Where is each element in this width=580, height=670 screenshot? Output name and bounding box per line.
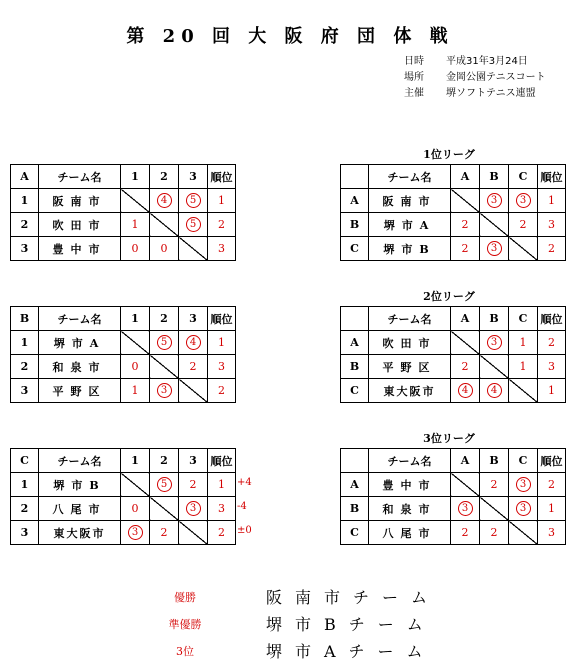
opponent-header: 3 — [179, 449, 208, 473]
opponent-header: C — [509, 449, 538, 473]
score-cell — [451, 497, 480, 521]
rank-value: 3 — [208, 355, 236, 379]
table-header-row — [341, 165, 566, 189]
team-name: 阪南市 — [39, 189, 121, 213]
table-row — [341, 521, 566, 545]
score-cell: 1 — [509, 355, 538, 379]
win-mark: 3 — [487, 241, 502, 256]
info-organizer: 主催 堺ソフトテニス連盟 — [404, 88, 536, 99]
corner-cell — [341, 449, 369, 473]
row-index: 1 — [11, 331, 39, 355]
rank-value: 1 — [208, 331, 236, 355]
table-row — [11, 473, 236, 497]
team-name: 八尾市 — [39, 497, 121, 521]
win-mark: 3 — [516, 477, 531, 492]
diagonal-cell — [179, 237, 208, 261]
score-cell — [480, 331, 509, 355]
group-table-a — [10, 164, 236, 261]
diagonal-cell — [150, 213, 179, 237]
league-table — [340, 164, 566, 261]
rank-value: 1 — [208, 473, 236, 497]
team-name: 八尾市 — [369, 521, 451, 545]
diagonal-cell — [509, 237, 538, 261]
row-index: 1 — [11, 473, 39, 497]
table-header-row — [11, 165, 236, 189]
result-champion: 優勝 阪南市チーム — [174, 588, 441, 607]
table-row — [341, 355, 566, 379]
diagonal-cell — [451, 189, 480, 213]
table-header-row — [11, 449, 236, 473]
diagonal-cell — [150, 497, 179, 521]
row-index: 2 — [11, 213, 39, 237]
score-cell: 2 — [179, 355, 208, 379]
score-cell — [480, 189, 509, 213]
rank-header: 順位 — [208, 307, 236, 331]
rank-value: 2 — [538, 473, 566, 497]
table-row — [341, 379, 566, 403]
opponent-header: A — [451, 449, 480, 473]
score-cell: 0 — [121, 355, 150, 379]
rank-value: 1 — [208, 189, 236, 213]
win-mark: 5 — [186, 193, 201, 208]
diagonal-cell — [150, 355, 179, 379]
group-label: A — [11, 165, 39, 189]
score-cell — [451, 379, 480, 403]
opponent-header: C — [509, 307, 538, 331]
diagonal-cell — [121, 331, 150, 355]
win-mark: 5 — [157, 335, 172, 350]
score-cell — [150, 473, 179, 497]
league-title: 2位リーグ — [423, 290, 475, 303]
score-cell: 1 — [121, 213, 150, 237]
score-cell: 1 — [121, 379, 150, 403]
opponent-header: C — [509, 165, 538, 189]
diagonal-cell — [121, 189, 150, 213]
win-mark: 3 — [186, 501, 201, 516]
team-name: 豊中市 — [369, 473, 451, 497]
league-table — [340, 306, 566, 403]
score-cell — [179, 331, 208, 355]
opponent-header: 2 — [150, 165, 179, 189]
score-cell — [480, 237, 509, 261]
team-header: チーム名 — [39, 449, 121, 473]
table-row — [341, 331, 566, 355]
team-name: 平野区 — [39, 379, 121, 403]
win-mark: 3 — [128, 525, 143, 540]
corner-cell — [341, 307, 369, 331]
score-cell — [179, 189, 208, 213]
team-name: 堺市A — [39, 331, 121, 355]
rank-header: 順位 — [208, 165, 236, 189]
team-name: 阪南市 — [369, 189, 451, 213]
rank-value: 1 — [538, 379, 566, 403]
rank-header: 順位 — [538, 449, 566, 473]
league-table — [340, 448, 566, 545]
diagonal-cell — [451, 473, 480, 497]
table-row — [11, 521, 236, 545]
score-cell — [509, 497, 538, 521]
table-row — [341, 473, 566, 497]
team-header: チーム名 — [39, 165, 121, 189]
row-index: 3 — [11, 379, 39, 403]
rank-value: 3 — [538, 355, 566, 379]
score-cell: 2 — [451, 213, 480, 237]
table-row — [341, 497, 566, 521]
rank-value: 3 — [208, 237, 236, 261]
score-cell: 2 — [480, 521, 509, 545]
row-index: C — [341, 379, 369, 403]
score-cell: 1 — [509, 331, 538, 355]
table-row — [11, 213, 236, 237]
row-index: B — [341, 497, 369, 521]
row-index: B — [341, 213, 369, 237]
diagonal-cell — [509, 379, 538, 403]
opponent-header: 2 — [150, 449, 179, 473]
score-cell — [509, 473, 538, 497]
win-mark: 3 — [487, 335, 502, 350]
row-index: B — [341, 355, 369, 379]
table-header-row — [341, 449, 566, 473]
win-mark: 3 — [487, 193, 502, 208]
page-title: 第 20 回 大 阪 府 団 体 戦 — [126, 26, 454, 47]
diagonal-cell — [451, 331, 480, 355]
team-header: チーム名 — [369, 449, 451, 473]
group-label: B — [11, 307, 39, 331]
score-cell — [179, 497, 208, 521]
win-mark: 4 — [186, 335, 201, 350]
score-cell — [150, 331, 179, 355]
team-name: 豊中市 — [39, 237, 121, 261]
group-table-b — [10, 306, 236, 403]
table-row — [341, 213, 566, 237]
diagonal-cell — [509, 521, 538, 545]
win-mark: 5 — [157, 477, 172, 492]
group-label: C — [11, 449, 39, 473]
rank-value: 2 — [538, 331, 566, 355]
score-cell: 0 — [121, 497, 150, 521]
rank-value: 2 — [208, 521, 236, 545]
team-name: 和泉市 — [369, 497, 451, 521]
row-index: 3 — [11, 237, 39, 261]
table-row — [11, 497, 236, 521]
score-cell — [121, 521, 150, 545]
league-title: 1位リーグ — [423, 148, 475, 161]
rank-header: 順位 — [208, 449, 236, 473]
team-name: 東大阪市 — [39, 521, 121, 545]
rank-value: 2 — [208, 213, 236, 237]
opponent-header: B — [480, 307, 509, 331]
opponent-header: 3 — [179, 307, 208, 331]
event-info — [404, 54, 546, 102]
table-row — [341, 237, 566, 261]
table-row — [11, 355, 236, 379]
opponent-header: 1 — [121, 449, 150, 473]
win-mark: 3 — [157, 383, 172, 398]
team-header: チーム名 — [369, 307, 451, 331]
team-name: 和泉市 — [39, 355, 121, 379]
score-cell: 2 — [451, 355, 480, 379]
win-mark: 3 — [516, 501, 531, 516]
rank-value: 1 — [538, 189, 566, 213]
score-cell — [150, 189, 179, 213]
rank-value: 3 — [538, 521, 566, 545]
opponent-header: 3 — [179, 165, 208, 189]
rank-value: 2 — [208, 379, 236, 403]
score-cell: 2 — [451, 521, 480, 545]
win-mark: 3 — [458, 501, 473, 516]
win-mark: 4 — [458, 383, 473, 398]
rank-header: 順位 — [538, 307, 566, 331]
score-cell — [179, 213, 208, 237]
info-date: 日時 平成31年3月24日 — [404, 56, 528, 67]
row-index: A — [341, 331, 369, 355]
score-cell: 2 — [179, 473, 208, 497]
table-row — [11, 379, 236, 403]
table-row — [11, 237, 236, 261]
opponent-header: A — [451, 307, 480, 331]
rank-value: 3 — [208, 497, 236, 521]
win-mark: 3 — [516, 193, 531, 208]
team-name: 平野区 — [369, 355, 451, 379]
league-title: 3位リーグ — [423, 432, 475, 445]
team-name: 吹田市 — [39, 213, 121, 237]
win-mark: 4 — [157, 193, 172, 208]
win-mark: 5 — [186, 217, 201, 232]
row-index: 2 — [11, 355, 39, 379]
opponent-header: 1 — [121, 165, 150, 189]
info-venue: 場所 金岡公園テニスコート — [404, 72, 546, 83]
team-name: 東大阪市 — [369, 379, 451, 403]
result-runner-up: 準優勝 堺市Bチーム — [168, 615, 436, 634]
team-name: 堺市B — [369, 237, 451, 261]
team-name: 吹田市 — [369, 331, 451, 355]
row-index: A — [341, 189, 369, 213]
diagonal-cell — [480, 213, 509, 237]
result-third: 3位 堺市Aチーム — [176, 642, 436, 661]
team-header: チーム名 — [39, 307, 121, 331]
table-header-row — [341, 307, 566, 331]
goal-diff-note: +4 — [237, 477, 252, 488]
row-index: A — [341, 473, 369, 497]
diagonal-cell — [179, 521, 208, 545]
table-header-row — [11, 307, 236, 331]
rank-value: 1 — [538, 497, 566, 521]
score-cell — [150, 379, 179, 403]
goal-diff-note: ±0 — [237, 525, 252, 536]
team-name: 堺市B — [39, 473, 121, 497]
score-cell: 0 — [150, 237, 179, 261]
table-row — [11, 189, 236, 213]
score-cell: 2 — [480, 473, 509, 497]
rank-value: 2 — [538, 237, 566, 261]
opponent-header: B — [480, 449, 509, 473]
row-index: C — [341, 521, 369, 545]
score-cell: 2 — [150, 521, 179, 545]
win-mark: 4 — [487, 383, 502, 398]
opponent-header: 2 — [150, 307, 179, 331]
score-cell — [480, 379, 509, 403]
row-index: 1 — [11, 189, 39, 213]
corner-cell — [341, 165, 369, 189]
rank-header: 順位 — [538, 165, 566, 189]
table-row — [341, 189, 566, 213]
goal-diff-note: -4 — [237, 501, 247, 512]
score-cell: 2 — [451, 237, 480, 261]
opponent-header: 1 — [121, 307, 150, 331]
row-index: 2 — [11, 497, 39, 521]
diagonal-cell — [480, 497, 509, 521]
team-name: 堺市A — [369, 213, 451, 237]
rank-value: 3 — [538, 213, 566, 237]
table-row — [11, 331, 236, 355]
score-cell: 0 — [121, 237, 150, 261]
diagonal-cell — [121, 473, 150, 497]
row-index: 3 — [11, 521, 39, 545]
diagonal-cell — [179, 379, 208, 403]
row-index: C — [341, 237, 369, 261]
score-cell: 2 — [509, 213, 538, 237]
opponent-header: A — [451, 165, 480, 189]
diagonal-cell — [480, 355, 509, 379]
score-cell — [509, 189, 538, 213]
group-table-c — [10, 448, 236, 545]
opponent-header: B — [480, 165, 509, 189]
team-header: チーム名 — [369, 165, 451, 189]
